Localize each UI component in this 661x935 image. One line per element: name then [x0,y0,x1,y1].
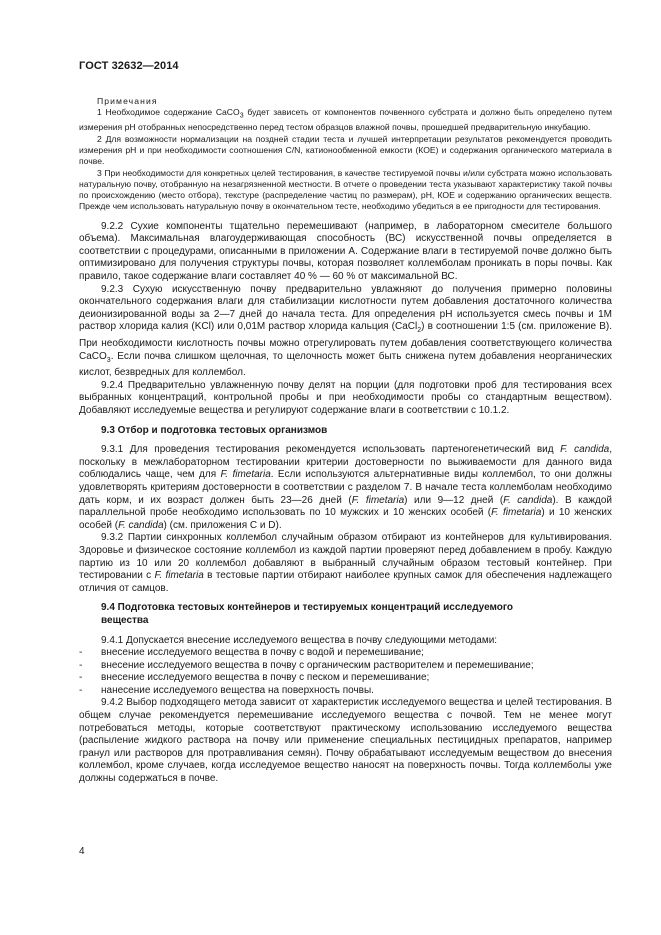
note-2: 2 Для возможности нормализации на поздней стадии теста и лучшей интерпретации результатов рекомендуется проводить измерения pH и при необходимости соотношения C/N, катионообменной емкости (КОЕ) и содержания органического материала в почве. [79,133,612,167]
paragraph-9-2-4: 9.2.4 Предварительно увлажненную почву делят на порции (для подготовки проб для тестирования всех выбранных концентраций, контрольной пробы и при необходимости пробы со стандартным веществом). Добавляют исследуемые вещества и регулируют содержание влаги в соответствии с 10.1.2. [79,379,612,416]
list-item: - внесение исследуемого вещества в почву с водой и перемешивание; [79,647,424,659]
paragraph-9-4-2: 9.4.2 Выбор подходящего метода зависит от характеристик исследуемого вещества и целей тестирования. В общем случае рекомендуется перемешивание исследуемого вещества с почвой. Тем не менее могут потребоваться методы, которые соответствуют практическому использованию исследуемого вещества (распыление жидкого раствора на почву или применение специальных пестицидных препаратов, например гранул или растворов для протравливания семян). Почву обрабатывают исследуемым веществом до внесения коллембол, кроме случаев, когда исследуемое вещество наносят на поверхность почвы. Тогда коллемболы уже должны содержаться в почве. [79,697,612,785]
paragraph-9-3-2: 9.3.2 Партии синхронных коллембол случайным образом отбирают из контейнеров для культивирования. Здоровье и физическое состояние коллембол из каждой партии проверяют перед добавлением в пробу. Каждую партию из 10 или 20 коллембол добавляют в выбранный случайным образом тестовый контейнер. При тестировании с F. fimetaria в тестовые партии отбирают наиболее крупных самок для обеспечения надлежащего отличия от самцов. [79,532,612,594]
note-1: 1 Необходимое содержание CaCO$_3$ будет зависеть от компонентов почвенного субстрата и должно быть определено путем измерения pH отобранных непосредственно перед тестом образцов влажной почвы, прошедшей предварительную инкубацию. [79,107,612,133]
section-heading-9-3: 9.3 Отбор и подготовка тестовых организмов [101,424,328,436]
list-item: - нанесение исследуемого вещества на поверхность почвы. [79,684,374,696]
list-item: - внесение исследуемого вещества в почву с органическим растворителем и перемешивание; [79,659,534,671]
paragraph-9-4-1: 9.4.1 Допускается внесение исследуемого вещества в почву следующими методами: [101,634,498,646]
section-heading-9-4: 9.4 Подготовка тестовых контейнеров и тестируемых концентраций исследуемого вещества [101,602,514,626]
paragraph-9-2-2: 9.2.2 Сухие компоненты тщательно перемешивают (например, в лабораторном смесителе большого объема). Максимальная влагоудерживающая способность (ВС) искусственной почвы определяется в соответствии с процедурами, описанными в приложении А. Содержание влаги в тестируемой почве должно быть оптимизировано для получения структуры почвы, которая позволяет коллемболам проникать в поры почвы. Как правило, такое содержание влаги составляет 40 % — 60 % от максимальной ВС. [79,220,612,283]
note-3: 3 При необходимости для конкретных целей тестирования, в качестве тестируемой почвы и/или субстрата можно использовать натуральную почву, отобранную на незагрязненной местности. В отчете о проведении теста указывают характеристику такой почвы по происхождению (место отбора), текстуре (распределение частиц по размерам), pH, КОЕ и содержанию органических веществ. Прежде чем использовать натуральную почву в окончательном тесте, необходимо убедиться в ее пригодности для тестирования. [79,167,612,212]
body-text [79,221,612,786]
notes-block [79,96,612,213]
page-number: 4 [79,846,85,857]
notes-title: Примечания [97,96,158,106]
list-item: - внесение исследуемого вещества в почву с песком и перемешивание; [79,672,430,684]
document-header: ГОСТ 32632—2014 [79,60,179,72]
paragraph-9-3-1: 9.3.1 Для проведения тестирования рекомендуется использовать партеногенетический вид F. candida, поскольку в межлабораторном тестировании критерии достоверности по выживаемости для данного вида соблюдались чаще, чем для F. fimetaria. Если используются альтернативные виды коллембол, то они должны удовлетворять критериям достоверности в соответствии с разделом 7. В начале теста коллемболам необходимо дать корм, и их возраст должен быть 23—26 дней (F. fimetaria) или 9—12 дней (F. candida). В каждой параллельной пробе необходимо использовать по 10 мужских и 10 женских особей (F. fimetaria) и 10 женских особей (F. candida) (см. приложения С и D). [79,444,612,531]
methods-list [79,647,612,697]
document-content [79,96,612,786]
paragraph-9-2-3: 9.2.3 Сухую искусственную почву предварительно увлажняют до получения примерно половины окончательного содержания влаги для стабилизации кислотности путем добавления достаточного количества деионизированной воды за 2—7 дней до начала теста. Для определения pH используется смесь почвы и 1М раствор хлорида калия (KCl) или 0,01М раствор хлорида кальция (CaCl$_2$) в соотношении 1:5 (см. приложение В). При необходимости кислотность почвы можно отрегулировать путем добавления соответствующего количества CaCO$_3$. Если почва слишком щелочная, то щелочность может быть снижена путем добавления неорганических кислот, безвредных для коллембол. [79,283,612,379]
